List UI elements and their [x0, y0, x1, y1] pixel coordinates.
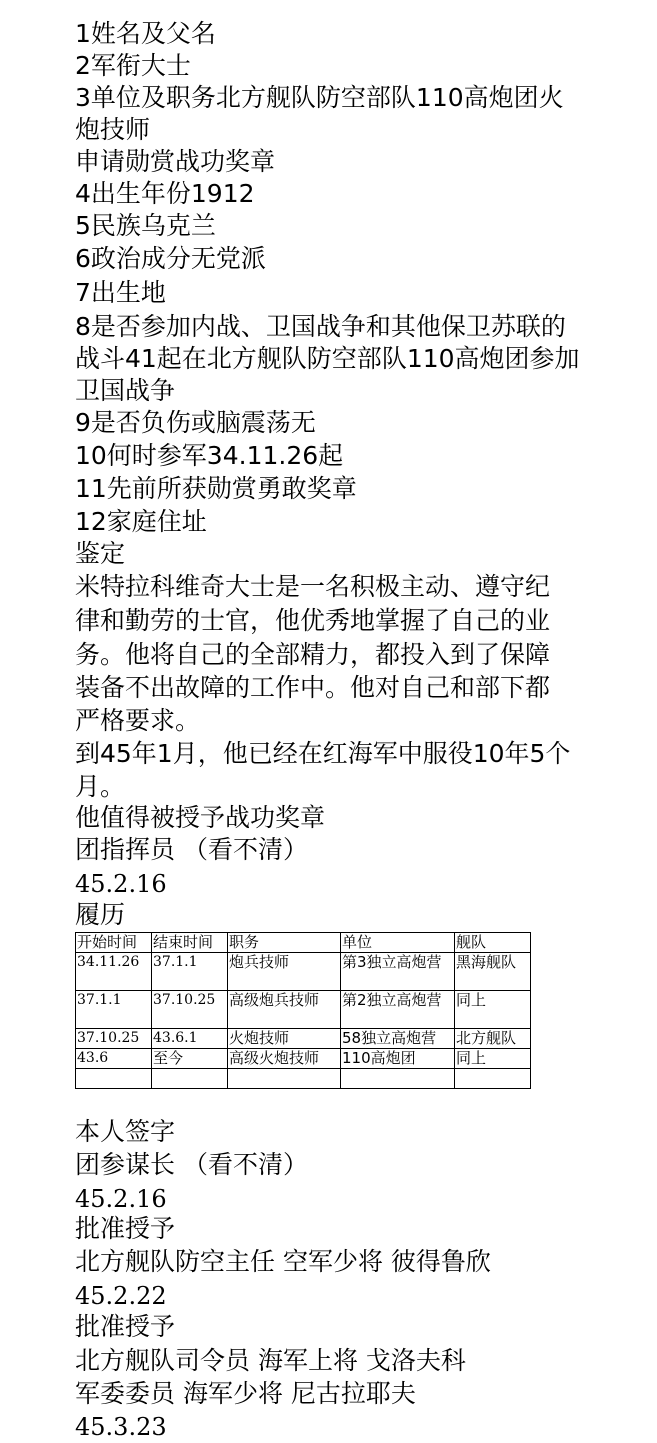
column-header: 开始时间 [76, 933, 152, 953]
item-unit-line1: 3单位及职务北方舰队防空部队110高炮团火 [75, 83, 564, 112]
item-birthplace: 7出生地 [75, 278, 166, 307]
table-cell: 37.10.25 [152, 991, 228, 1029]
table-cell: 第2独立高炮营 [341, 991, 455, 1029]
table-cell: 58独立高炮营 [341, 1029, 455, 1049]
table-cell: 43.6.1 [152, 1029, 228, 1049]
table-cell [455, 1069, 531, 1089]
approval-label-2: 批准授予 [75, 1312, 176, 1341]
chief-of-staff-date: 45.2.16 [75, 1185, 167, 1213]
table-header-row [76, 933, 531, 953]
item-rank: 2军衔大士 [75, 51, 191, 80]
appraisal-line1: 米特拉科维奇大士是一名积极主动、遵守纪 [75, 572, 551, 601]
item-unit-line2: 炮技师 [75, 115, 151, 144]
approver-military-council: 军委委员 海军少将 尼古拉耶夫 [75, 1379, 416, 1408]
appraisal-line4: 装备不出故障的工作中。他对自己和部下都 [75, 673, 551, 702]
approval-date-2: 45.3.23 [75, 1413, 167, 1441]
self-signature-label: 本人签字 [75, 1117, 176, 1146]
table-cell: 火炮技师 [228, 1029, 341, 1049]
approver-air-defense: 北方舰队防空主任 空军少将 彼得鲁欣 [75, 1247, 491, 1276]
column-header: 舰队 [455, 933, 531, 953]
item-name: 1姓名及父名 [75, 19, 216, 48]
appraisal-conclusion: 他值得被授予战功奖章 [75, 803, 326, 832]
table-cell: 北方舰队 [455, 1029, 531, 1049]
appraisal-line2: 律和勤劳的士官，他优秀地掌握了自己的业 [75, 606, 551, 635]
approver-fleet-commander: 北方舰队司令员 海军上将 戈洛夫科 [75, 1346, 466, 1375]
item-wounds: 9是否负伤或脑震荡无 [75, 408, 316, 437]
table-cell: 37.10.25 [76, 1029, 152, 1049]
table-cell [228, 1069, 341, 1089]
table-cell: 第3独立高炮营 [341, 953, 455, 991]
item-previous-awards: 11先前所获勋赏勇敢奖章 [75, 474, 357, 503]
table-cell [341, 1069, 455, 1089]
service-line2: 月。 [75, 772, 126, 801]
table-cell: 炮兵技师 [228, 953, 341, 991]
item-battles-line2: 战斗41起在北方舰队防空部队110高炮团参加 [75, 344, 580, 373]
award-request: 申请勋赏战功奖章 [75, 147, 276, 176]
table-cell [152, 1069, 228, 1089]
regiment-commander: 团指挥员 （看不清） [75, 835, 308, 864]
approval-date-1: 45.2.22 [75, 1282, 167, 1310]
item-enlisted: 10何时参军34.11.26起 [75, 441, 344, 470]
column-header: 单位 [341, 933, 455, 953]
chief-of-staff: 团参谋长 （看不清） [75, 1150, 308, 1179]
appraisal-heading: 鉴定 [75, 539, 126, 568]
table-cell: 高级炮兵技师 [228, 991, 341, 1029]
table-cell: 同上 [455, 991, 531, 1029]
table-cell: 37.1.1 [152, 953, 228, 991]
item-battles-line3: 卫国战争 [75, 376, 176, 405]
item-battles-line1: 8是否参加内战、卫国战争和其他保卫苏联的 [75, 312, 566, 341]
table-cell: 34.11.26 [76, 953, 152, 991]
table-row [76, 1049, 531, 1069]
table-cell: 黑海舰队 [455, 953, 531, 991]
column-header: 职务 [228, 933, 341, 953]
table-row [76, 953, 531, 991]
column-header: 结束时间 [152, 933, 228, 953]
approval-label-1: 批准授予 [75, 1214, 176, 1243]
table-cell: 43.6 [76, 1049, 152, 1069]
item-birth-year: 4出生年份1912 [75, 179, 255, 208]
appraisal-line3: 务。他将自己的全部精力，都投入到了保障 [75, 640, 551, 669]
table-row [76, 991, 531, 1029]
table-cell: 110高炮团 [341, 1049, 455, 1069]
item-party: 6政治成分无党派 [75, 244, 266, 273]
table-cell: 高级火炮技师 [228, 1049, 341, 1069]
item-nationality: 5民族乌克兰 [75, 211, 216, 240]
service-line1: 到45年1月，他已经在红海军中服役10年5个 [75, 739, 571, 768]
table-cell: 同上 [455, 1049, 531, 1069]
table-row [76, 1069, 531, 1089]
table-cell: 37.1.1 [76, 991, 152, 1029]
item-address: 12家庭住址 [75, 507, 207, 536]
table-row [76, 1029, 531, 1049]
service-history-table [75, 932, 531, 1089]
appraisal-date: 45.2.16 [75, 870, 167, 898]
table-cell: 至今 [152, 1049, 228, 1069]
table-cell [76, 1069, 152, 1089]
history-heading: 履历 [75, 900, 126, 929]
appraisal-line5: 严格要求。 [75, 706, 201, 735]
